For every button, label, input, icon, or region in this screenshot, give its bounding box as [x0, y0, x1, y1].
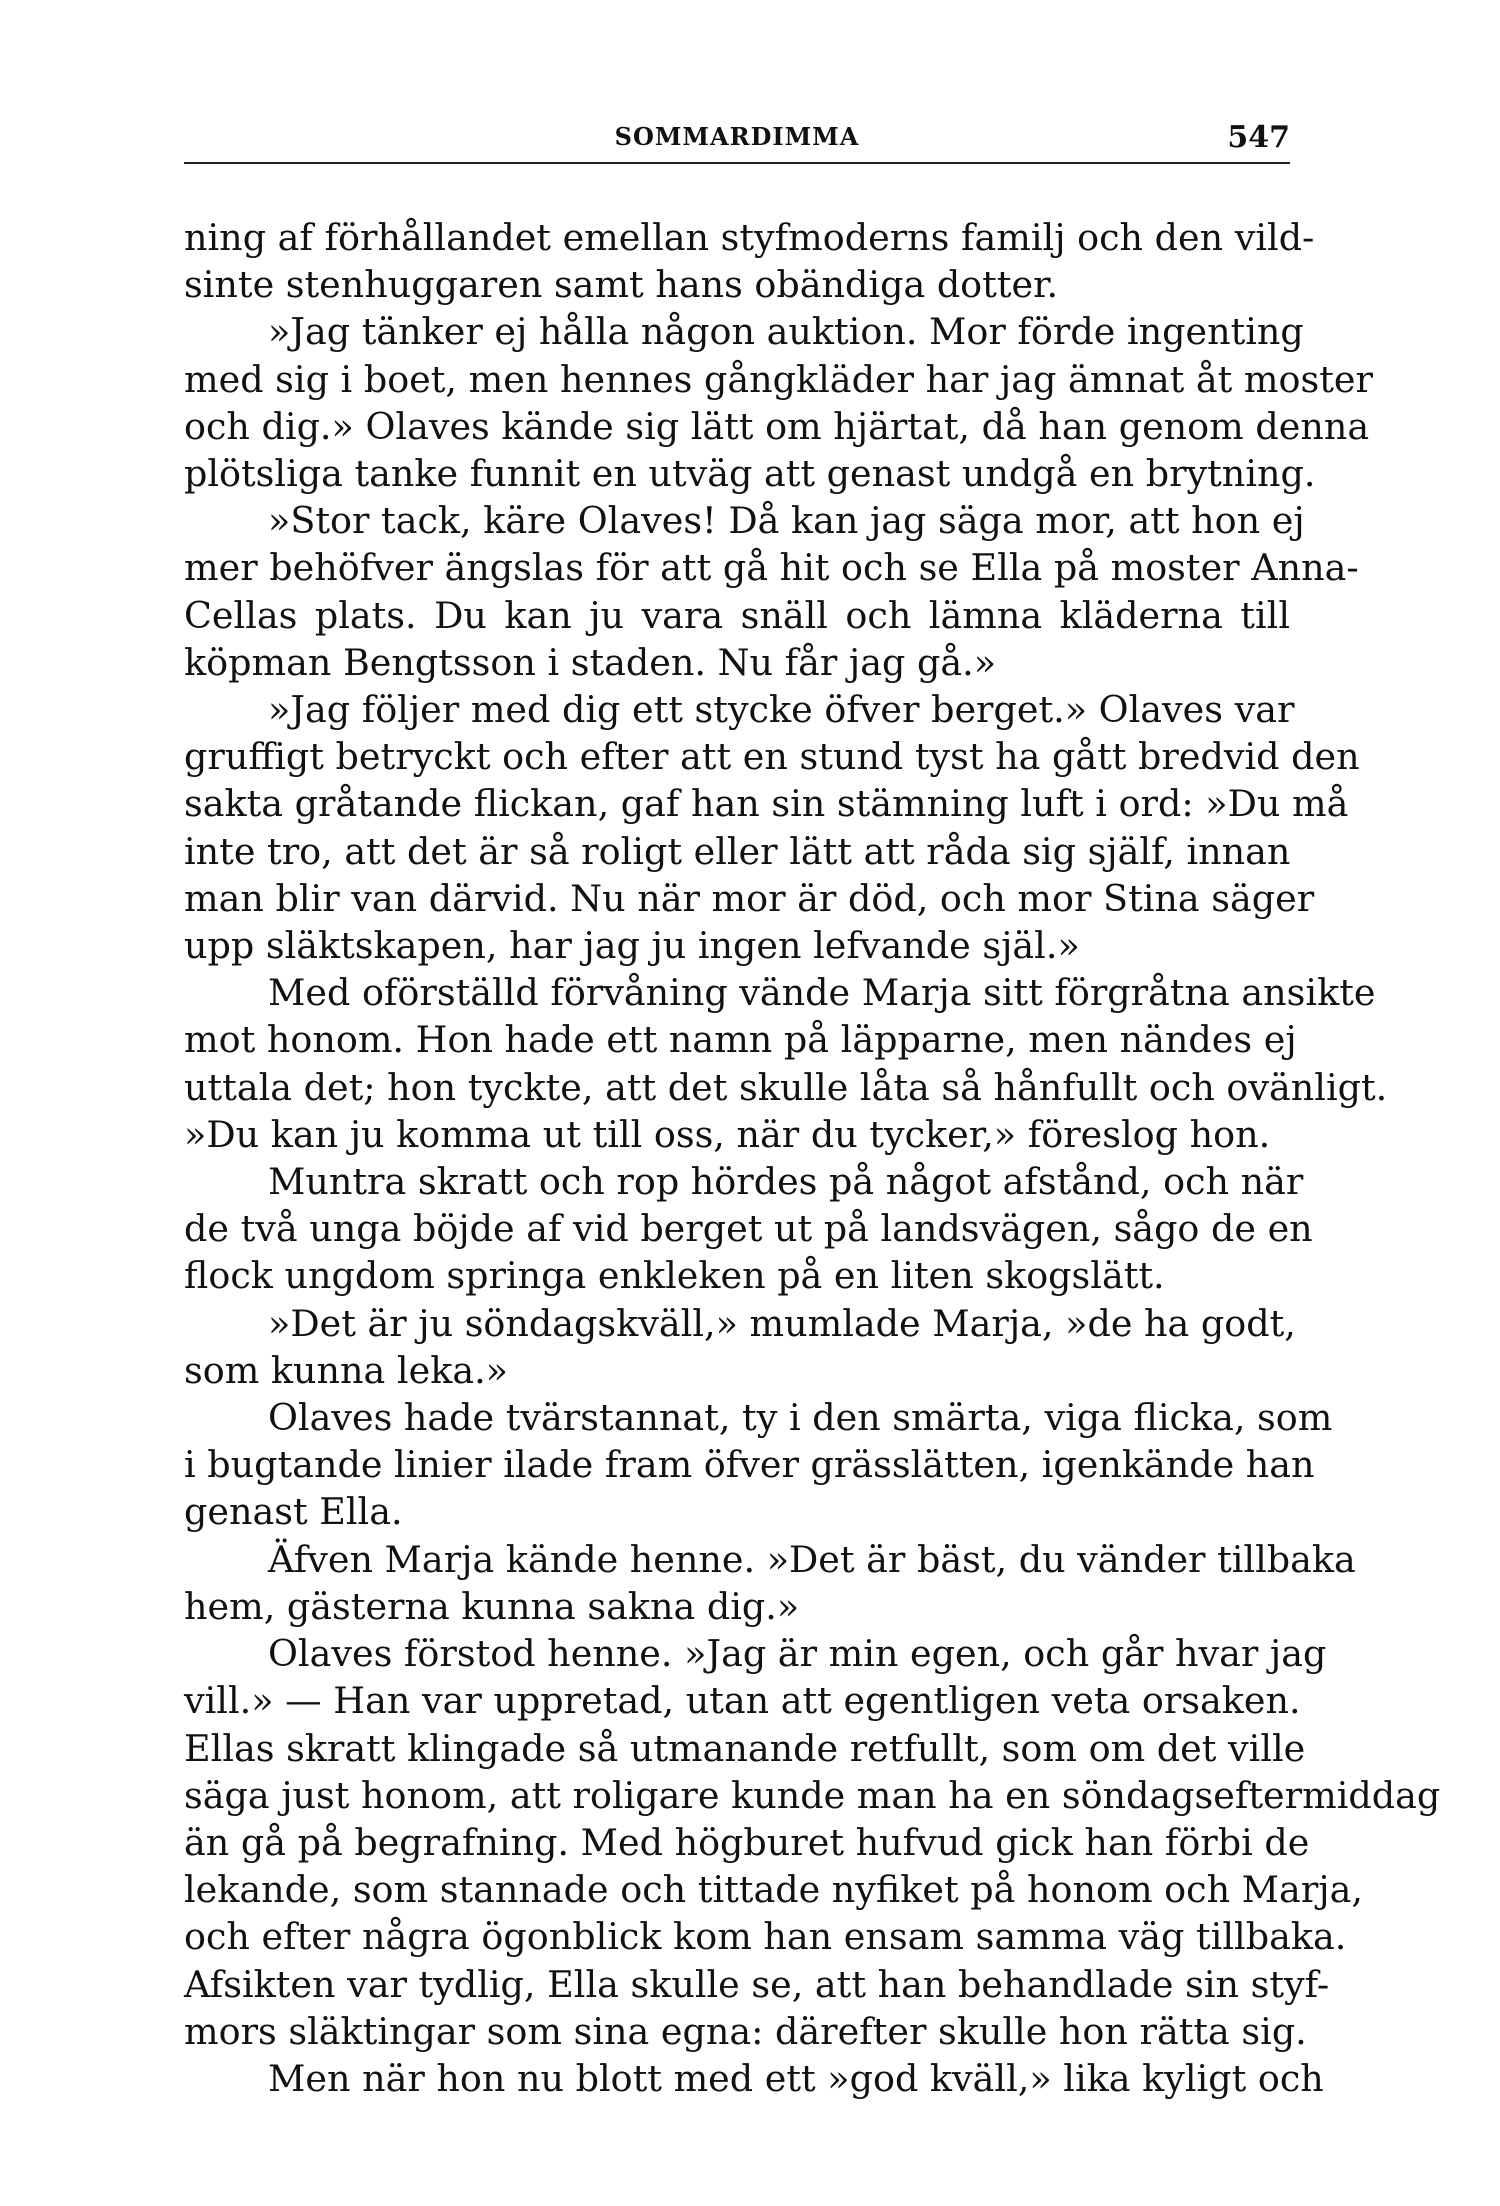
text-line: vill.» — Han var uppretad, utan att egentligen veta orsaken. [184, 1679, 1301, 1723]
text-line: Olaves förstod henne. »Jag är min egen, och går hvar jag [268, 1632, 1327, 1676]
book-page [184, 120, 1441, 2102]
text-line: de två unga böjde af vid berget ut på landsvägen, sågo de en [184, 1207, 1313, 1251]
text-line: uttala det; hon tyckte, att det skulle låta så hånfullt och ovänligt. [184, 1065, 1388, 1109]
text-line: Äfven Marja kände henne. »Det är bäst, du vänder tillbaka [268, 1537, 1356, 1581]
text-line: inte tro, att det är så roligt eller lätt att råda sig själf, innan [184, 829, 1291, 873]
text-line: Ellas skratt klingade så utmanande retfullt, som om det ville [184, 1726, 1306, 1770]
text-line: flock ungdom springa enkleken på en liten skogslätt. [184, 1254, 1165, 1298]
text-line: mors släktingar som sina egna: därefter skulle hon rätta sig. [184, 2009, 1307, 2053]
text-line: upp släktskapen, har jag ju ingen lefvande själ.» [184, 924, 1080, 968]
page-header [184, 120, 1290, 164]
text-line: sakta gråtande flickan, gaf han sin stämning luft i ord: »Du må [184, 782, 1349, 826]
text-line: som kunna leka.» [184, 1348, 509, 1392]
running-title: SOMMARDIMMA [614, 122, 860, 151]
text-line: plötsliga tanke funnit en utväg att genast undgå en brytning. [184, 452, 1316, 496]
text-line: Muntra skratt och rop hördes på något afstånd, och när [268, 1160, 1304, 1204]
text-line: »Jag tänker ej hålla någon auktion. Mor förde ingenting [268, 310, 1304, 354]
text-line: med sig i boet, men hennes gångkläder har jag ämnat åt moster [184, 357, 1373, 401]
text-line: Men när hon nu blott med ett »god kväll,» lika kyligt och [268, 2056, 1324, 2100]
text-line: »Du kan ju komma ut till oss, när du tycker,» föreslog hon. [184, 1112, 1271, 1156]
text-line: än gå på begrafning. Med högburet hufvud gick han förbi de [184, 1820, 1310, 1864]
text-line: mer behöfver ängslas för att gå hit och se Ella på moster Anna- [184, 546, 1359, 590]
text-line: köpman Bengtsson i staden. Nu får jag gå.» [184, 640, 997, 684]
text-line: sinte stenhuggaren samt hans obändiga dotter. [184, 263, 1059, 307]
text-line: säga just honom, att roligare kunde man ha en söndagseftermiddag [184, 1773, 1441, 1817]
text-line: »Det är ju söndagskväll,» mumlade Marja, »de ha godt, [268, 1301, 1296, 1345]
page-number: 547 [1227, 120, 1290, 155]
text-line: »Jag följer med dig ett stycke öfver berget.» Olaves var [268, 688, 1295, 732]
text-line: Olaves hade tvärstannat, ty i den smärta, viga flicka, som [268, 1396, 1333, 1440]
text-line: Afsikten var tydlig, Ella skulle se, att han behandlade sin styf- [184, 1962, 1330, 2006]
text-line: gruffigt betryckt och efter att en stund tyst ha gått bredvid den [184, 735, 1360, 779]
text-line: och dig.» Olaves kände sig lätt om hjärtat, då han genom denna [184, 404, 1370, 448]
body-text [184, 214, 1441, 2102]
text-line: lekande, som stannade och tittade nyfiket på honom och Marja, [184, 1868, 1363, 1912]
text-line: man blir van därvid. Nu när mor är död, och mor Stina säger [184, 876, 1315, 920]
text-line: i bugtande linier ilade fram öfver grässlätten, igenkände han [184, 1443, 1315, 1487]
text-line: genast Ella. [184, 1490, 403, 1534]
text-line: Cellas plats. Du kan ju vara snäll och lämna kläderna till [184, 593, 1290, 637]
text-line: mot honom. Hon hade ett namn på läpparne, men nändes ej [184, 1018, 1297, 1062]
text-line: »Stor tack, käre Olaves! Då kan jag säga mor, att hon ej [268, 499, 1305, 543]
text-line: och efter några ögonblick kom han ensam samma väg tillbaka. [184, 1915, 1347, 1959]
text-line: Med oförställd förvåning vände Marja sitt förgråtna ansikte [268, 971, 1376, 1015]
text-line: ning af förhållandet emellan styfmoderns familj och den vild- [184, 216, 1315, 259]
text-line: hem, gästerna kunna sakna dig.» [184, 1584, 800, 1628]
